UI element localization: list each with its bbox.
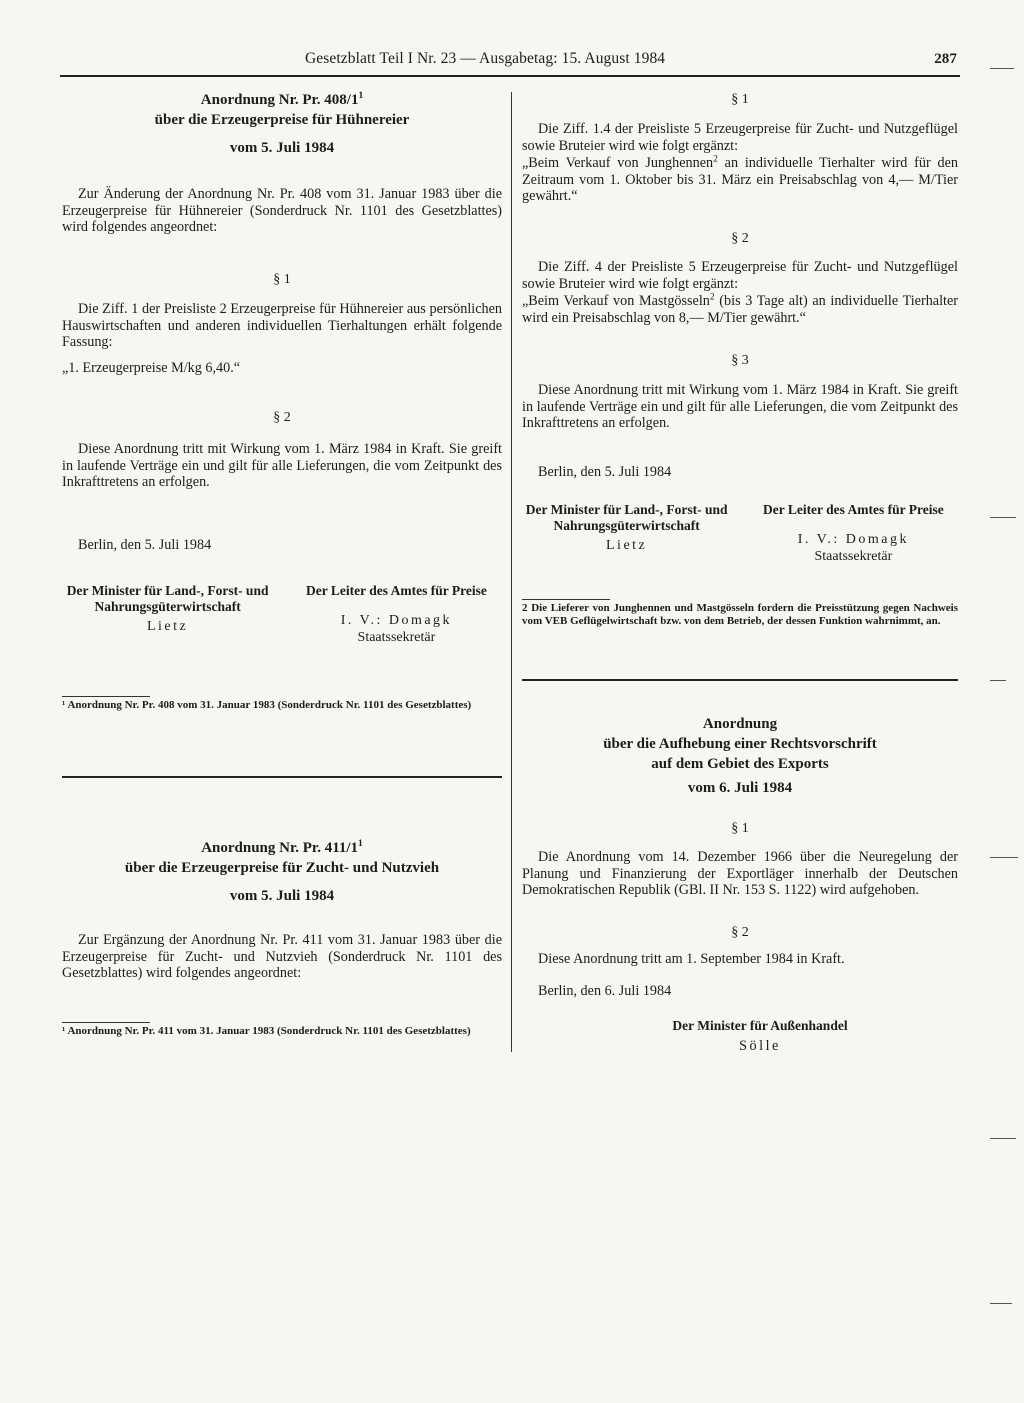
export-ordinance-title-line1: Anordnung bbox=[702, 716, 778, 732]
ordinance-411-section1-quote bbox=[522, 155, 958, 205]
footnote-rule bbox=[522, 599, 610, 600]
ordinance-411-section3-text: Diese Anordnung tritt mit Wirkung vom 1. März 1984 in Kraft. Sie greift in laufende Verträge ein und gilt für alle Lieferungen, die vom Zeitpunkt des Inkrafttretens an erfolgen. bbox=[522, 382, 958, 431]
ordinance-408-section1-text: Die Ziff. 1 der Preisliste 2 Erzeugerpreise für Hühnereier aus persönlichen Hauswirtschaften und anderen individuellen Tierhaltungen erhält folgende Fassung: bbox=[62, 301, 502, 350]
export-ordinance-place-date: Berlin, den 6. Juli 1984 bbox=[538, 983, 672, 999]
page-number: 287 bbox=[934, 51, 957, 67]
footnote-ref-2: 2 bbox=[713, 154, 718, 165]
signer-minister-2-name: Lietz bbox=[606, 538, 648, 553]
footnote-ref-1b: 1 bbox=[358, 839, 363, 849]
right-column bbox=[522, 92, 958, 1057]
ordinance-411-footnote2: 2 Die Lieferer von Junghennen und Mastgösseln fordern die Preisstützung gegen Nachweis vom VEB Geflügelwirtschaft bzw. von dem Betrieb, der dessen Funktion wahrnimmt, an. bbox=[522, 602, 958, 627]
signer-price-office-2-name: I. V.: Domagk bbox=[797, 532, 910, 547]
ordinance-411-signers bbox=[522, 502, 958, 565]
header-title: Gesetzblatt Teil I Nr. 23 — Ausgabetag: 15. August 1984 bbox=[305, 50, 666, 67]
signer-price-office-name: I. V.: Domagk bbox=[340, 613, 453, 628]
footnote-rule bbox=[62, 696, 150, 697]
quote-1-part-b: an individuelle Tierhalter wird für den Zeitraum vom 1. Oktober bis 31. März ein Preisabschlag von 4,— M/Tier gewährt.“ bbox=[522, 155, 959, 204]
ordinance-411-footnote: ¹ Anordnung Nr. Pr. 411 vom 31. Januar 1983 (Sonderdruck Nr. 1101 des Gesetzblattes) bbox=[62, 1025, 471, 1037]
ordinance-411-section1-text: Die Ziff. 1.4 der Preisliste 5 Erzeugerpreise für Zucht- und Nutzgeflügel sowie Bruteier wird wie folgt ergänzt: bbox=[522, 121, 958, 154]
export-ordinance-title-line2: über die Aufhebung einer Rechtsvorschrift bbox=[603, 736, 877, 752]
export-ordinance-signer-name: Sölle bbox=[739, 1038, 781, 1054]
ordinance-408-title bbox=[62, 90, 502, 157]
ordinance-411-title-line2: über die Erzeugerpreise für Zucht- und Nutzvieh bbox=[124, 860, 440, 876]
margin-mark bbox=[990, 1303, 1012, 1304]
signer-price-office-title: Staatssekretär bbox=[357, 629, 436, 645]
ordinance-408-title-line2: über die Erzeugerpreise für Hühnereier bbox=[154, 112, 410, 128]
ordinance-411-section3-label: § 3 bbox=[731, 353, 749, 368]
ordinance-408-footnote-block bbox=[62, 696, 502, 712]
signer-price-office-2 bbox=[749, 502, 958, 565]
export-ordinance-section1-label: § 1 bbox=[731, 821, 749, 836]
footnote-ref-2b: 2 bbox=[709, 292, 715, 303]
ordinance-411-footnote2-block bbox=[522, 599, 958, 627]
ordinance-411-title-line1: Anordnung Nr. Pr. 411/1 bbox=[201, 840, 359, 856]
ordinance-411-footnote-block bbox=[62, 1022, 502, 1038]
ordinance-411-section1-label: § 1 bbox=[731, 92, 749, 107]
ordinance-408-section2-text: Diese Anordnung tritt mit Wirkung vom 1. März 1984 in Kraft. Sie greift in laufende Verträge ein und gilt für alle Lieferungen, die vom Zeitpunkt des Inkrafttretens an erfolgen. bbox=[62, 441, 502, 490]
signer-minister-role: Der Minister für Land-, Forst- und Nahrungsgüterwirtschaft bbox=[66, 583, 269, 614]
quote-1-part-a: „Beim Verkauf von Junghennen bbox=[522, 155, 714, 171]
ordinance-408-section2-label: § 2 bbox=[273, 410, 291, 425]
ordinance-411-intro: Zur Ergänzung der Anordnung Nr. Pr. 411 vom 31. Januar 1983 über die Erzeugerpreise für Zucht- und Nutzvieh (Sonderdruck Nr. 1101 des Gesetzblattes) wird folgendes angeordnet: bbox=[62, 932, 502, 981]
signer-price-office bbox=[291, 583, 502, 646]
export-ordinance-section1-text: Die Anordnung vom 14. Dezember 1966 über die Neuregelung der Planung und Finanzierung der Exportläger innerhalb der Deutschen Demokratischen Republik (GBl. II Nr. 153 S. 1122) wird aufgehoben. bbox=[522, 849, 958, 898]
ordinance-411-section2-text: Die Ziff. 4 der Preisliste 5 Erzeugerpreise für Zucht- und Nutzgeflügel sowie Bruteier wird wie folgt ergänzt: bbox=[522, 259, 958, 292]
ordinance-411-title bbox=[62, 838, 502, 905]
ordinance-408-section1-label: § 1 bbox=[273, 272, 291, 287]
quote-2-part-a: „Beim Verkauf von Mastgösseln bbox=[522, 293, 710, 309]
ordinance-408-date: vom 5. Juli 1984 bbox=[229, 140, 335, 156]
export-ordinance-signer bbox=[522, 1016, 958, 1055]
column-divider bbox=[511, 92, 512, 1052]
ordinance-411-place-date: Berlin, den 5. Juli 1984 bbox=[538, 464, 672, 480]
page-header bbox=[305, 50, 965, 72]
ordinance-408-title-line1: Anordnung Nr. Pr. 408/1 bbox=[200, 92, 359, 108]
export-ordinance-title bbox=[522, 714, 958, 797]
signer-price-office-role: Der Leiter des Amtes für Preise bbox=[305, 583, 487, 598]
ordinance-411-section2-quote bbox=[522, 293, 958, 326]
ordinance-408-footnote: ¹ Anordnung Nr. Pr. 408 vom 31. Januar 1983 (Sonderdruck Nr. 1101 des Gesetzblattes) bbox=[62, 699, 472, 711]
footnote-ref-1: 1 bbox=[358, 91, 364, 101]
signer-minister-name: Lietz bbox=[146, 619, 189, 634]
export-ordinance-title-line3: auf dem Gebiet des Exports bbox=[651, 756, 829, 772]
margin-mark bbox=[990, 680, 1006, 681]
export-ordinance-date: vom 6. Juli 1984 bbox=[687, 780, 793, 796]
signer-minister-2-role: Der Minister für Land-, Forst- und Nahrungsgüterwirtschaft bbox=[525, 502, 728, 533]
article-separator bbox=[62, 776, 502, 778]
ordinance-411-date: vom 5. Juli 1984 bbox=[229, 888, 335, 904]
left-column bbox=[62, 90, 502, 1055]
margin-mark bbox=[990, 857, 1018, 858]
margin-mark bbox=[990, 517, 1016, 518]
margin-mark bbox=[990, 68, 1014, 69]
ordinance-408-section1-quote: „1. Erzeugerpreise M/kg 6,40.“ bbox=[62, 360, 241, 376]
article-separator-right bbox=[522, 679, 958, 681]
quote-2-part-b: (bis 3 Tage alt) an individuelle Tierhalter wird ein Preisabschlag von 8,— M/Tier gewährt.“ bbox=[522, 293, 958, 326]
ordinance-408-signers bbox=[62, 583, 502, 646]
margin-mark bbox=[990, 1138, 1016, 1139]
ordinance-408-place-date: Berlin, den 5. Juli 1984 bbox=[78, 537, 212, 553]
signer-price-office-2-role: Der Leiter des Amtes für Preise bbox=[762, 502, 944, 517]
signer-minister bbox=[62, 583, 273, 646]
footnote-rule bbox=[62, 1022, 150, 1023]
signer-minister-2 bbox=[522, 502, 731, 565]
ordinance-408-intro: Zur Änderung der Anordnung Nr. Pr. 408 vom 31. Januar 1983 über die Erzeugerpreise für Hühnereier (Sonderdruck Nr. 1101 des Gesetzblattes) wird folgendes angeordnet: bbox=[62, 186, 502, 235]
header-rule bbox=[60, 75, 960, 77]
export-ordinance-section2-label: § 2 bbox=[731, 925, 749, 940]
export-ordinance-section2-text: Diese Anordnung tritt am 1. September 1984 in Kraft. bbox=[538, 951, 845, 967]
ordinance-411-section2-label: § 2 bbox=[731, 231, 749, 246]
export-ordinance-signer-role: Der Minister für Außenhandel bbox=[672, 1018, 848, 1033]
signer-price-office-2-title: Staatssekretär bbox=[814, 548, 893, 564]
